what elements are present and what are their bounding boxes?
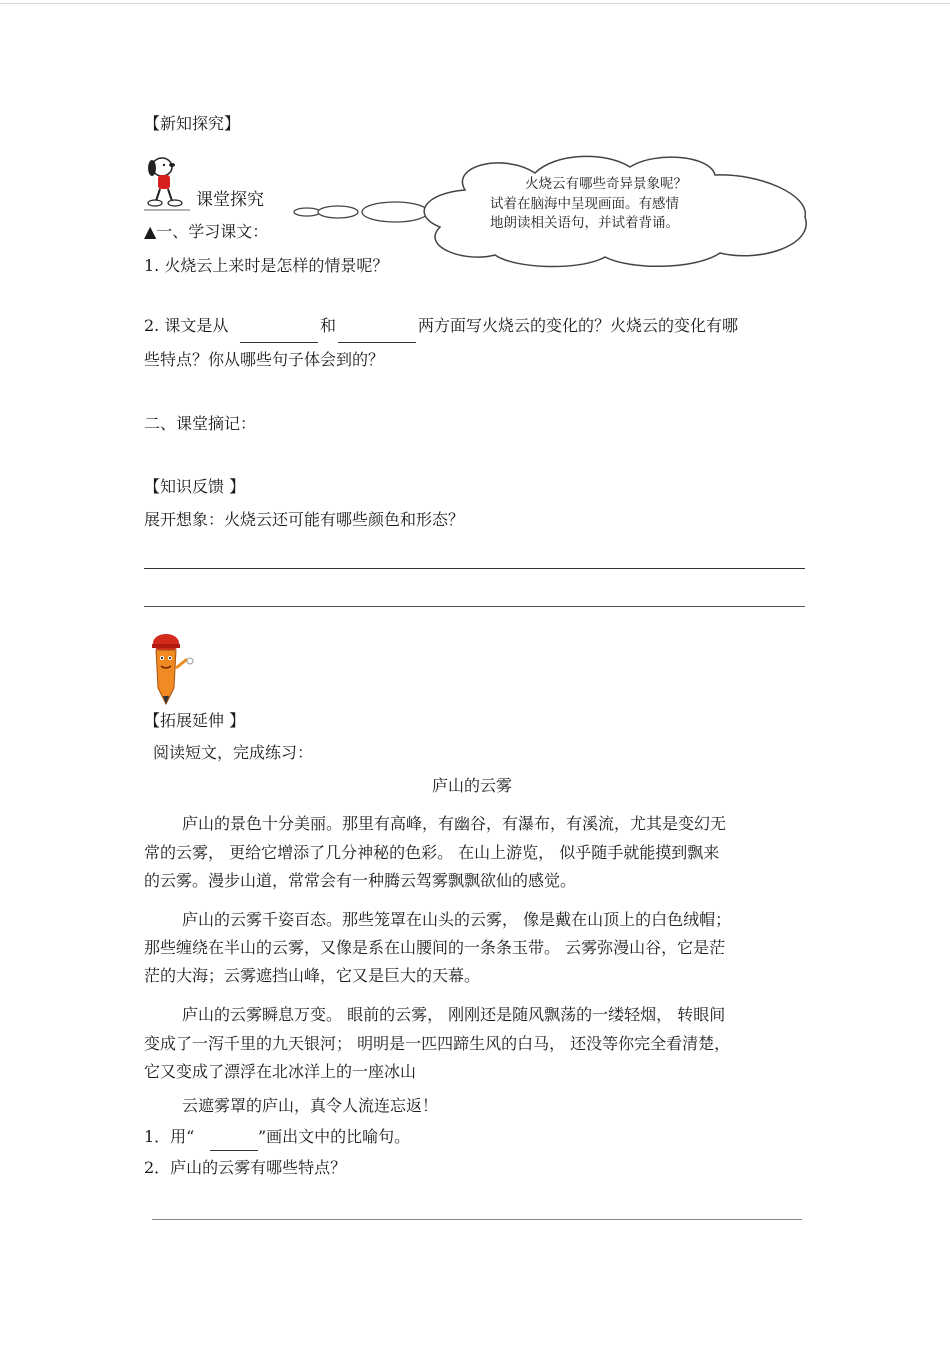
underline-sample xyxy=(210,1150,258,1151)
reading-prompt: 阅读短文，完成练习： xyxy=(153,743,314,762)
cartoon-dog-icon xyxy=(142,153,194,213)
passage-p1-line-2: 常的云雾， 更给它增添了几分神秘的色彩。 在山上游览， 似乎随手就能摸到飘来 xyxy=(144,843,720,862)
passage-p3-line-1: 庐山的云雾瞬息万变。 眼前的云雾， 刚刚还是随风飘荡的一缕轻烟， 转眼间 xyxy=(182,1005,726,1024)
fill-blank-1[interactable] xyxy=(240,342,318,343)
learn-text-heading: ▲一、学习课文： xyxy=(144,222,269,241)
passage-p2-line-2: 那些缠绕在半山的云雾，又像是系在山腰间的一条条玉带。 云雾弥漫山谷，它是茫 xyxy=(144,938,726,957)
passage-p4: 云遮雾罩的庐山，真令人流连忘返！ xyxy=(182,1096,439,1115)
imagine-prompt: 展开想象：火烧云还可能有哪些颜色和形态？ xyxy=(144,510,465,529)
exercise-1-suffix: ”画出文中的比喻句。 xyxy=(258,1127,411,1146)
class-notes-heading: 二、课堂摘记： xyxy=(144,414,257,433)
exercise-1-prefix: 1．用“ xyxy=(144,1127,195,1146)
bottom-divider xyxy=(152,1219,802,1220)
answer-line-2[interactable] xyxy=(144,606,805,607)
passage-p3-line-3: 它又变成了漂浮在北冰洋上的一座冰山 xyxy=(144,1062,417,1081)
passage-p1-line-3: 的云雾。漫步山道，常常会有一种腾云驾雾飘飘欲仙的感觉。 xyxy=(144,871,577,890)
bubble-line-3: 地朗读相关语句，并试着背诵。 xyxy=(490,215,679,231)
passage-title: 庐山的云雾 xyxy=(432,776,513,795)
question-2-line-2: 些特点？你从哪些句子体会到的？ xyxy=(144,350,385,369)
section-heading-new-knowledge: 【新知探究】 xyxy=(144,114,241,133)
cartoon-pencil-icon xyxy=(144,630,199,708)
fill-blank-2[interactable] xyxy=(338,342,416,343)
section-heading-extend: 【拓展延伸 】 xyxy=(144,711,246,730)
section-heading-feedback: 【知识反馈 】 xyxy=(144,477,246,496)
question-2-prefix: 2. 课文是从 xyxy=(144,316,229,335)
class-explore-label: 课堂探究 xyxy=(196,190,264,210)
bubble-line-2: 试着在脑海中呈现画面。有感情 xyxy=(490,196,679,212)
passage-p1-line-1: 庐山的景色十分美丽。那里有高峰，有幽谷，有瀑布，有溪流，尤其是变幻无 xyxy=(182,814,727,833)
question-2-suffix: 两方面写火烧云的变化的？火烧云的变化有哪 xyxy=(418,316,739,335)
passage-p2-line-1: 庐山的云雾千姿百态。那些笼罩在山头的云雾， 像是戴在山顶上的白色绒帽； xyxy=(182,910,732,929)
bubble-line-1: 火烧云有哪些奇异景象呢？ xyxy=(525,176,687,192)
question-2-and: 和 xyxy=(320,316,337,335)
question-1: 1. 火烧云上来时是怎样的情景呢？ xyxy=(144,256,389,275)
passage-p3-line-2: 变成了一泻千里的九天银河； 明明是一匹四蹄生风的白马， 还没等你完全看清楚， xyxy=(144,1034,731,1053)
passage-p2-line-3: 茫的大海；云雾遮挡山峰，它又是巨大的天幕。 xyxy=(144,966,481,985)
answer-line-1[interactable] xyxy=(144,568,805,569)
exercise-2: 2．庐山的云雾有哪些特点？ xyxy=(144,1158,347,1177)
page-top-border xyxy=(0,3,950,4)
